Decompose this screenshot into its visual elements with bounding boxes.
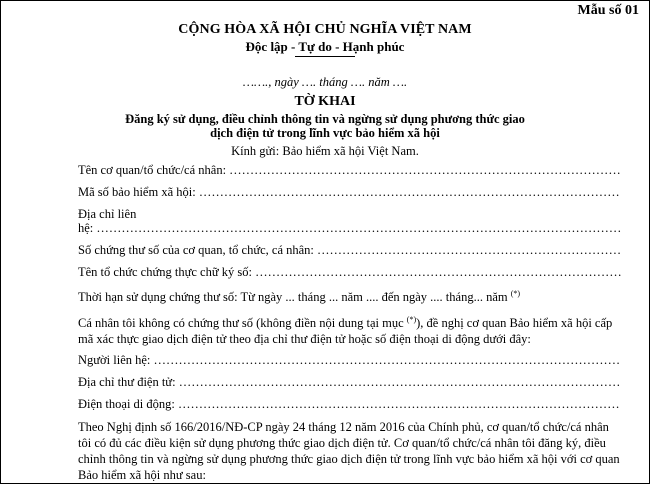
no-cert-note-text-b: ), đề nghị cơ quan Bảo hiểm xã hội cấp mã xác thực giao dịch điện tử theo địa chỉ thư điện tử hoặc số điện thoại di động dưới đây: bbox=[78, 316, 613, 347]
fill-dots bbox=[199, 185, 621, 199]
email-field[interactable] bbox=[78, 375, 621, 389]
insurance-code-field[interactable] bbox=[78, 185, 621, 199]
fill-dots bbox=[179, 375, 621, 389]
form-subtitle: Đăng ký sử dụng, điều chỉnh thông tin và ngừng sử dụng phương thức giao dịch điện tử trong lĩnh vực bảo hiểm xã hội bbox=[125, 112, 525, 140]
no-cert-note bbox=[78, 312, 621, 347]
motto-underline bbox=[295, 56, 355, 57]
no-cert-note-text-a: Cá nhân tôi không có chứng thư số (không điền nội dung tại mục bbox=[78, 316, 407, 331]
date-line: ……., ngày …. tháng …. năm …. bbox=[242, 75, 408, 89]
fill-dots bbox=[96, 221, 621, 235]
contact-person-field[interactable] bbox=[78, 353, 621, 367]
cert-validity-label: Thời hạn sử dụng chứng thư số: Từ ngày ... tháng ... năm .... đến ngày .... tháng... năm bbox=[78, 290, 511, 305]
nation-heading: CỘNG HÒA XÃ HỘI CHỦ NGHĨA VIỆT NAM bbox=[178, 22, 472, 37]
footnote-mark: (*) bbox=[510, 289, 521, 298]
org-name-label: Tên cơ quan/tổ chức/cá nhân: bbox=[78, 163, 230, 177]
form-number: Mẫu số 01 bbox=[577, 3, 639, 18]
fill-dots bbox=[317, 243, 621, 257]
recipient: Kính gửi: Bảo hiểm xã hội Việt Nam. bbox=[231, 144, 419, 158]
address-label-part2: hệ: bbox=[78, 221, 97, 235]
form-title: TỜ KHAI bbox=[294, 94, 356, 109]
phone-label: Điện thoại di động: bbox=[78, 397, 178, 412]
cert-serial-label: Số chứng thư số của cơ quan, tổ chức, cá nhân: bbox=[78, 243, 318, 257]
cert-authority-label: Tên tổ chức chứng thực chữ ký số: bbox=[78, 265, 256, 279]
email-label: Địa chỉ thư điện tử: bbox=[78, 375, 179, 390]
fill-dots bbox=[154, 353, 621, 367]
cert-serial-field[interactable] bbox=[78, 243, 621, 257]
org-name-field[interactable] bbox=[78, 163, 621, 177]
form-fields bbox=[78, 163, 621, 483]
footnote-mark: (*) bbox=[406, 315, 417, 325]
address-field-line1 bbox=[78, 207, 621, 221]
address-field[interactable] bbox=[78, 221, 621, 235]
decree-paragraph: Theo Nghị định số 166/2016/NĐ-CP ngày 24 tháng 12 năm 2016 của Chính phủ, cơ quan/tổ chức/cá nhân tôi có đủ các điều kiện sử dụng phương thức giao dịch điện tử. Cơ quan/tổ chức/cá nhân tôi đăng ký, điều chỉnh thông tin và ngừng sử dụng phương thức giao dịch điện tử trong lĩnh vực bảo hiểm xã hội với cơ quan Bảo hiểm xã hội như sau: bbox=[78, 420, 620, 483]
fill-dots bbox=[229, 163, 621, 177]
fill-dots bbox=[255, 265, 621, 279]
phone-field[interactable] bbox=[78, 397, 621, 411]
cert-authority-field[interactable] bbox=[78, 265, 621, 279]
address-label-part1: Địa chỉ liên bbox=[78, 207, 137, 221]
motto: Độc lập - Tự do - Hạnh phúc bbox=[245, 39, 405, 54]
contact-person-label: Người liên hệ: bbox=[78, 353, 154, 368]
cert-validity-field[interactable] bbox=[78, 287, 621, 304]
insurance-code-label: Mã số bảo hiểm xã hội: bbox=[78, 185, 199, 199]
fill-dots bbox=[178, 397, 621, 411]
